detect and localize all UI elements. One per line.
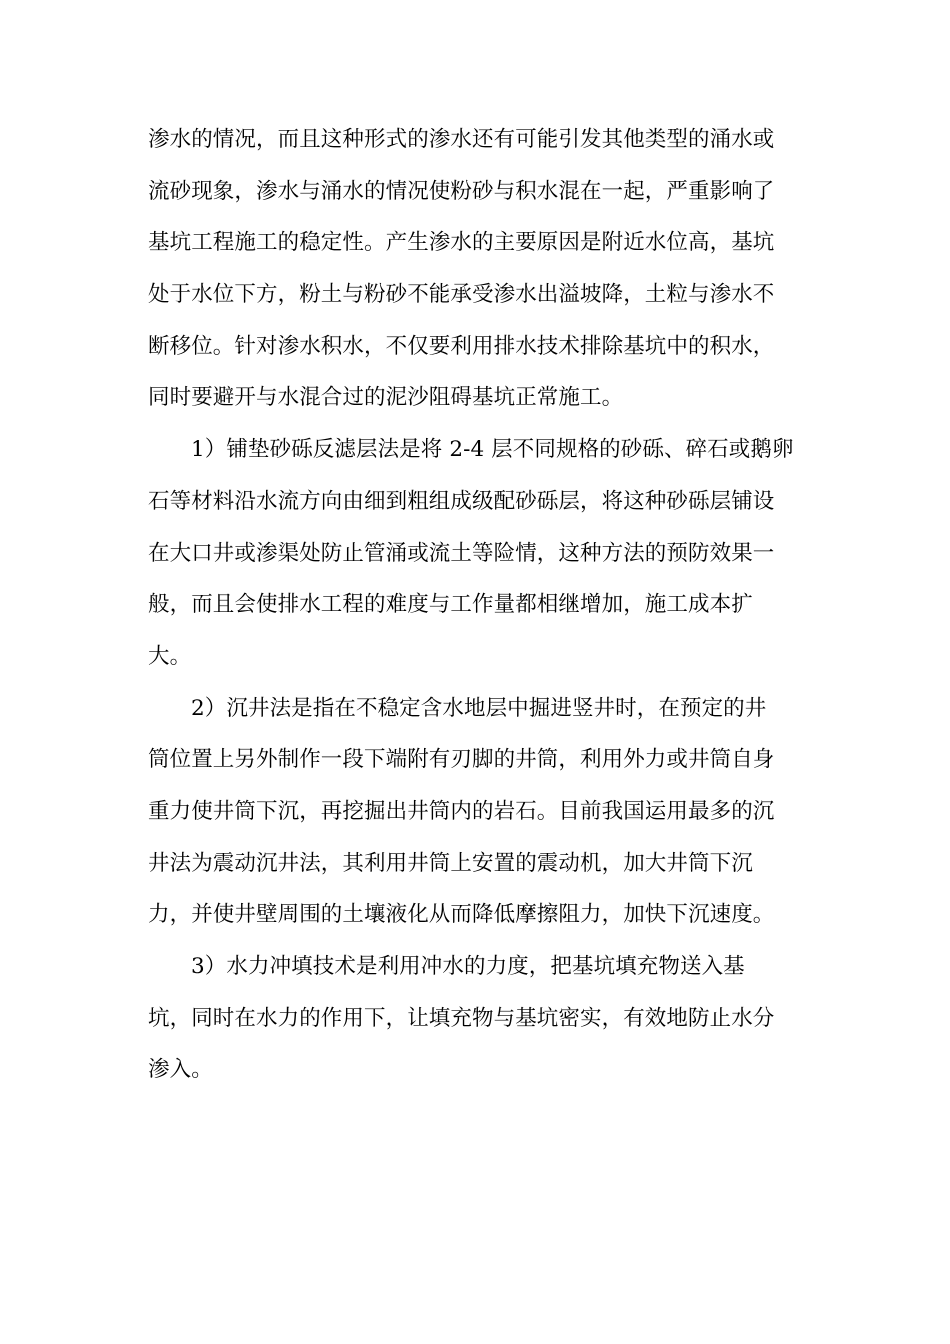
paragraph-line: 渗水的情况，而且这种形式的渗水还有可能引发其他类型的涌水或 — [148, 127, 775, 152]
paragraph-line: 力，并使井壁周围的土壤液化从而降低摩擦阻力，加快下沉速度。 — [148, 902, 775, 928]
paragraph-line: 井法为震动沉井法，其利用井筒上安置的震动机，加大井筒下沉 — [148, 850, 753, 876]
paragraph-line: 基坑工程施工的稳定性。产生渗水的主要原因是附近水位高，基坑 — [148, 230, 775, 256]
paragraph-line: 3）水力冲填技术是利用冲水的力度，把基坑填充物送入基 — [191, 954, 745, 979]
paragraph-line: 2）沉井法是指在不稳定含水地层中掘进竖井时，在预定的井 — [191, 695, 767, 721]
paragraph-line: 同时要避开与水混合过的泥沙阻碍基坑正常施工。 — [148, 385, 624, 411]
paragraph-line: 流砂现象，渗水与涌水的情况使粉砂与积水混在一起，严重影响了 — [148, 178, 775, 204]
paragraph-line: 筒位置上另外制作一段下端附有刃脚的井筒，利用外力或井筒自身 — [148, 747, 775, 773]
paragraph-line: 处于水位下方，粉土与粉砂不能承受渗水出溢坡降，土粒与渗水不 — [148, 282, 775, 308]
paragraph-line: 渗入。 — [148, 1057, 213, 1083]
paragraph-line: 大。 — [148, 643, 192, 669]
paragraph-line: 般，而且会使排水工程的难度与工作量都相继增加，施工成本扩 — [148, 592, 753, 618]
paragraph-line: 石等材料沿水流方向由细到粗组成级配砂砾层，将这种砂砾层铺设 — [148, 488, 775, 514]
paragraph-line: 1）铺垫砂砾反滤层法是将 2-4 层不同规格的砂砾、碎石或鹅卵 — [191, 437, 794, 463]
paragraph-line: 断移位。针对渗水积水，不仅要利用排水技术排除基坑中的积水， — [148, 333, 775, 359]
paragraph-line: 在大口井或渗渠处防止管涌或流土等险情，这种方法的预防效果一 — [148, 540, 775, 566]
paragraph-line: 坑，同时在水力的作用下，让填充物与基坑密实，有效地防止水分 — [148, 1005, 775, 1031]
paragraph-line: 重力使井筒下沉，再挖掘出井筒内的岩石。目前我国运用最多的沉 — [148, 798, 775, 824]
document-body — [148, 114, 808, 1096]
